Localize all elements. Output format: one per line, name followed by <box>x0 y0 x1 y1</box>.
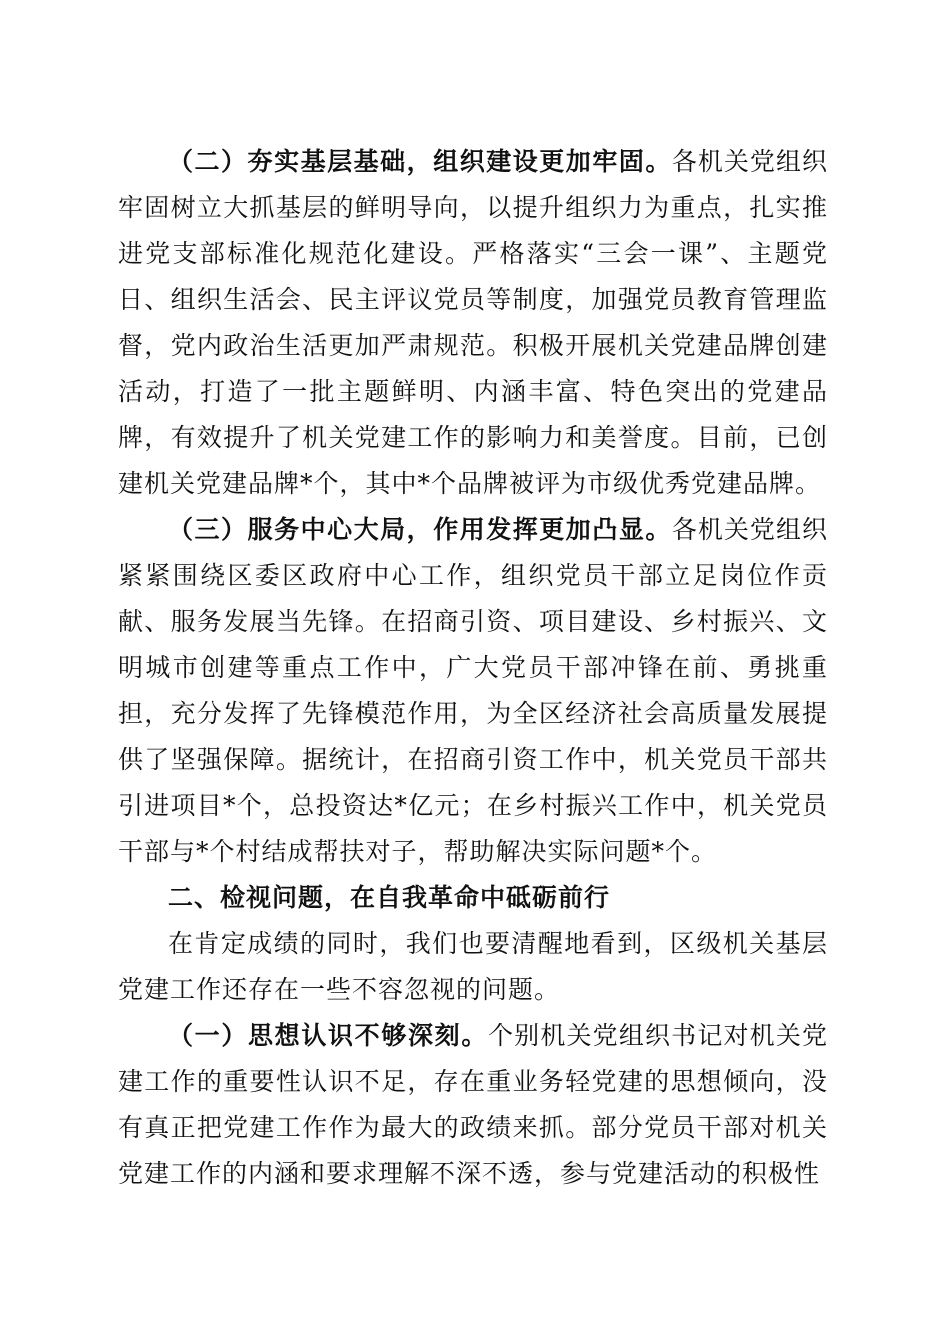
paragraph-intro-problems <box>118 921 828 1013</box>
document-body <box>118 139 828 1197</box>
paragraph-text: 各机关党组织紧紧围绕区委区政府中心工作，组织党员干部立足岗位作贡献、服务发展当先锋。在招商引资、项目建设、乡村振兴、文明城市创建等重点工作中，广大党员干部冲锋在前、勇挑重担，充分发挥了先锋模范作用，为全区经济社会高质量发展提供了坚强保障。据统计，在招商引资工作中，机关党员干部共引进项目*个，总投资达*亿元；在乡村振兴工作中，机关党员干部与*个村结成帮扶对子，帮助解决实际问题*个。 <box>118 515 828 866</box>
paragraph-lead: （二）夯实基层基础，组织建设更加牢固。 <box>168 147 672 176</box>
paragraph-lead: （一）思想认识不够深刻。 <box>168 1021 488 1050</box>
paragraph-text: 各机关党组织牢固树立大抓基层的鲜明导向，以提升组织力为重点，扎实推进党支部标准化规范化建设。严格落实“三会一课”、主题党日、组织生活会、民主评议党员等制度，加强党员教育管理监督，党内政治生活更加严肃规范。积极开展机关党建品牌创建活动，打造了一批主题鲜明、内涵丰富、特色突出的党建品牌，有效提升了机关党建工作的影响力和美誉度。目前，已创建机关党建品牌*个，其中*个品牌被评为市级优秀党建品牌。 <box>118 147 828 498</box>
paragraph-serve-overall <box>118 507 828 875</box>
paragraph-ideological-awareness <box>118 1013 828 1197</box>
section-heading: 二、检视问题，在自我革命中砥砺前行 <box>168 883 611 912</box>
paragraph-lead: （三）服务中心大局，作用发挥更加凸显。 <box>168 515 672 544</box>
paragraph-text: 个别机关党组织书记对机关党建工作的重要性认识不足，存在重业务轻党建的思想倾向，没有真正把党建工作作为最大的政绩来抓。部分党员干部对机关党建工作的内涵和要求理解不深不透，参与党建活动的积极性 <box>118 1021 828 1188</box>
paragraph-consolidate-foundation <box>118 139 828 507</box>
paragraph-text: 在肯定成绩的同时，我们也要清醒地看到，区级机关基层党建工作还存在一些不容忽视的问题。 <box>118 929 828 1004</box>
